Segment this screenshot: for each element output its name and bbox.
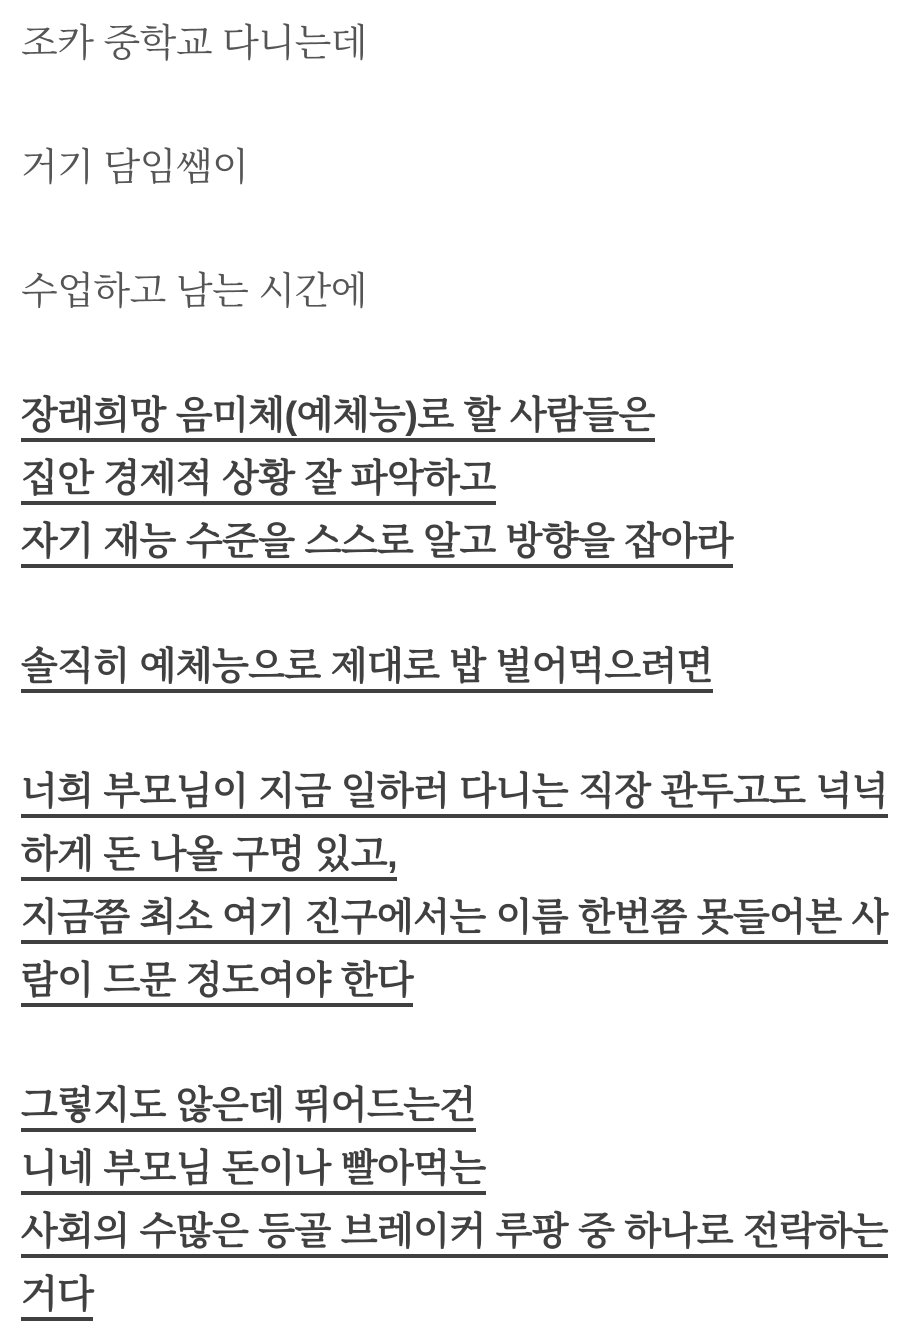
text-line: [21, 261, 882, 323]
text-line-content: 지금쯤 최소 여기 진구에서는 이름 한번쯤 못들어본 사: [21, 897, 888, 944]
post-paragraph: [21, 137, 882, 199]
text-line-content: 람이 드문 정도여야 한다: [21, 960, 413, 1007]
text-line-content: 수업하고 남는 시간에: [21, 271, 367, 313]
post-paragraph-emphasized: [21, 1075, 888, 1327]
text-line-content: 거기 담임쌤이: [21, 147, 249, 189]
post-paragraph: [21, 261, 882, 323]
text-line-content: 니네 부모님 돈이나 빨아먹는: [21, 1148, 486, 1195]
text-line: [21, 137, 882, 199]
text-line: [21, 950, 882, 1013]
text-line-content: 그렇지도 않은데 뛰어드는건: [21, 1085, 476, 1132]
text-line: [21, 385, 882, 448]
text-line-content: 집안 경제적 상황 잘 파악하고: [21, 458, 496, 505]
text-line: [21, 1138, 882, 1201]
text-line: [21, 1264, 882, 1327]
text-line-content: 자기 재능 수준을 스스로 알고 방향을 잡아라: [21, 521, 733, 568]
text-line: [21, 887, 888, 950]
text-line-content: 조카 중학교 다니는데: [21, 23, 367, 65]
text-line: [21, 1075, 882, 1138]
text-line-content: 장래희망 음미체(예체능)로 할 사람들은: [21, 395, 655, 442]
post-paragraph-emphasized: [21, 636, 882, 699]
text-line: [21, 13, 882, 75]
post-paragraph-emphasized: [21, 761, 888, 1013]
text-line-content: 거다: [21, 1274, 93, 1321]
text-line: [21, 636, 882, 699]
text-line: [21, 1201, 888, 1264]
text-line: [21, 448, 882, 511]
text-line-content: 사회의 수많은 등골 브레이커 루팡 중 하나로 전락하는: [21, 1211, 888, 1258]
text-line-content: 솔직히 예체능으로 제대로 밥 벌어먹으려면: [21, 646, 713, 693]
post-paragraph-emphasized: [21, 385, 882, 574]
text-line-content: 하게 돈 나올 구멍 있고,: [21, 834, 397, 881]
text-line: [21, 824, 882, 887]
post-paragraph: [21, 13, 882, 75]
text-line: [21, 511, 882, 574]
text-line: [21, 761, 888, 824]
text-line-content: 너희 부모님이 지금 일하러 다니는 직장 관두고도 넉넉: [21, 771, 888, 818]
